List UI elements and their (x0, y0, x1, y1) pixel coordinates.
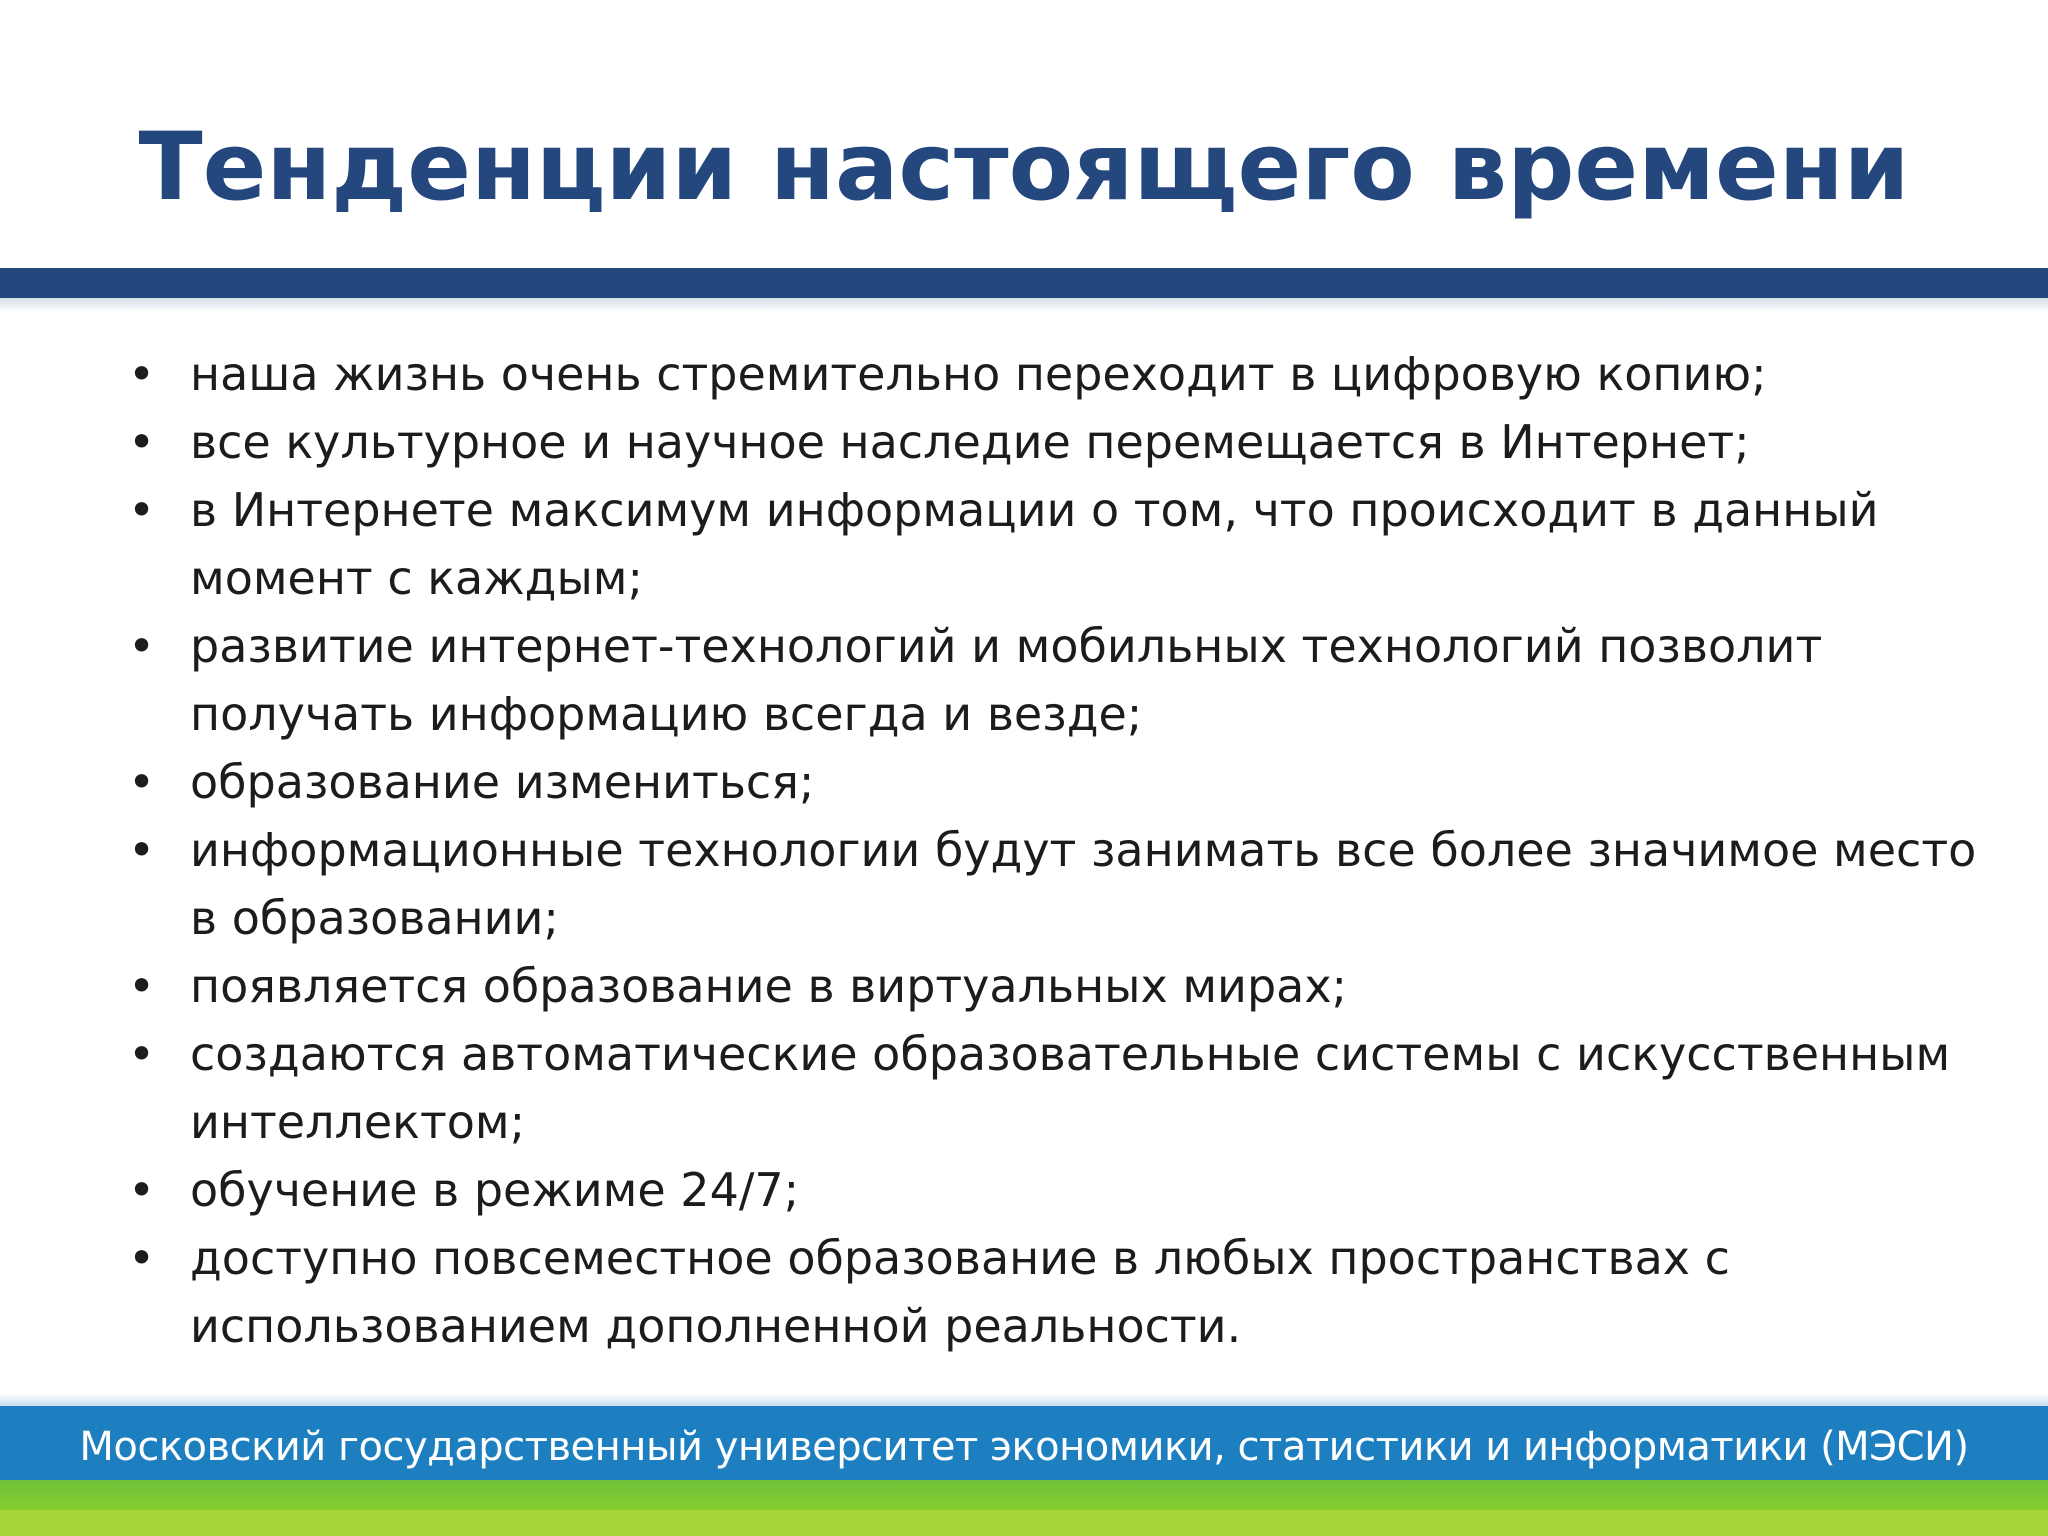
bullet-text: наша жизнь очень стремительно переходит в цифровую копию; (190, 347, 1767, 401)
bullet-item (118, 748, 1998, 816)
bullet-text: информационные технологии будут занимать все более значимое место в образовании; (190, 823, 1977, 945)
bullet-text: обучение в режиме 24/7; (190, 1163, 800, 1217)
footer-shadow (0, 1394, 2048, 1406)
bullet-dot: • (128, 1163, 156, 1217)
bullet-item (118, 816, 1998, 952)
bullet-item (118, 340, 1998, 408)
bullet-dot: • (128, 347, 156, 401)
bullet-dot: • (128, 1231, 156, 1285)
bullet-dot: • (128, 823, 156, 877)
bullet-text: все культурное и научное наследие перемещается в Интернет; (190, 415, 1750, 469)
bullet-item (118, 408, 1998, 476)
bullet-text: доступно повсеместное образование в любых пространствах с использованием дополненной реальности. (190, 1231, 1730, 1353)
bullet-dot: • (128, 483, 156, 537)
bullet-text: в Интернете максимум информации о том, что происходит в данный момент с каждым; (190, 483, 1879, 605)
bullet-item (118, 1224, 1998, 1360)
bullet-item (118, 1156, 1998, 1224)
bullet-dot: • (128, 415, 156, 469)
bullet-text: появляется образование в виртуальных мирах; (190, 959, 1348, 1013)
bullet-text: образование измениться; (190, 755, 815, 809)
footer-university-name: Московский государственный университет экономики, статистики и информатики (МЭСИ) (79, 1424, 1969, 1470)
bullet-item (118, 612, 1998, 748)
bullet-text: развитие интернет-технологий и мобильных технологий позволит получать информацию всегда и везде; (190, 619, 1823, 741)
bullet-dot: • (128, 755, 156, 809)
bullet-item (118, 476, 1998, 612)
bullet-item (118, 952, 1998, 1020)
bullet-dot: • (128, 1027, 156, 1081)
bullet-dot: • (128, 619, 156, 673)
bullet-dot: • (128, 959, 156, 1013)
bullet-item (118, 1020, 1998, 1156)
bullet-list (118, 340, 1998, 1360)
title-divider-shadow (0, 298, 2048, 312)
bullet-text: создаются автоматические образовательные системы с искусственным интеллектом; (190, 1027, 1951, 1149)
title-divider-bar (0, 268, 2048, 298)
slide-title: Тенденции настоящего времени (138, 113, 1910, 222)
